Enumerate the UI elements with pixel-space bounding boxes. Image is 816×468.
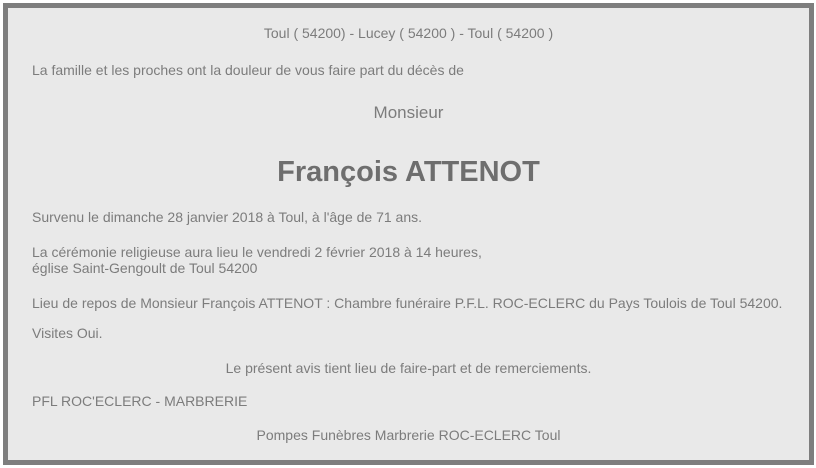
deceased-name: François ATTENOT [277,156,540,188]
locations-line: Toul ( 54200) - Lucey ( 54200 ) - Toul ( 54200 ) [263,25,554,41]
ceremony-line-1: La cérémonie religieuse aura lieu le vendredi 2 février 2018 à 14 heures, [32,244,482,260]
funeral-home-short: PFL ROC'ECLERC - MARBRERIE [32,393,248,409]
visits-info: Visites Oui. [32,325,103,341]
ceremony-line-2: église Saint-Gengoult de Toul 54200 [32,260,258,276]
ceremony-info [32,244,785,276]
civility-title: Monsieur [373,103,444,122]
funeral-home-full: Pompes Funèbres Marbrerie ROC-ECLERC Toul [256,427,561,443]
repose-info: Lieu de repos de Monsieur François ATTENOT : Chambre funéraire P.F.L. ROC-ECLERC du Pays Toulois de Toul 54200. [32,295,783,311]
intro-text: La famille et les proches ont la douleur de vous faire part du décès de [32,62,464,78]
death-info: Survenu le dimanche 28 janvier 2018 à Toul, à l'âge de 71 ans. [32,209,423,225]
obituary-notice [3,3,814,465]
farewell-notice: Le présent avis tient lieu de faire-part et de remerciements. [225,360,592,376]
